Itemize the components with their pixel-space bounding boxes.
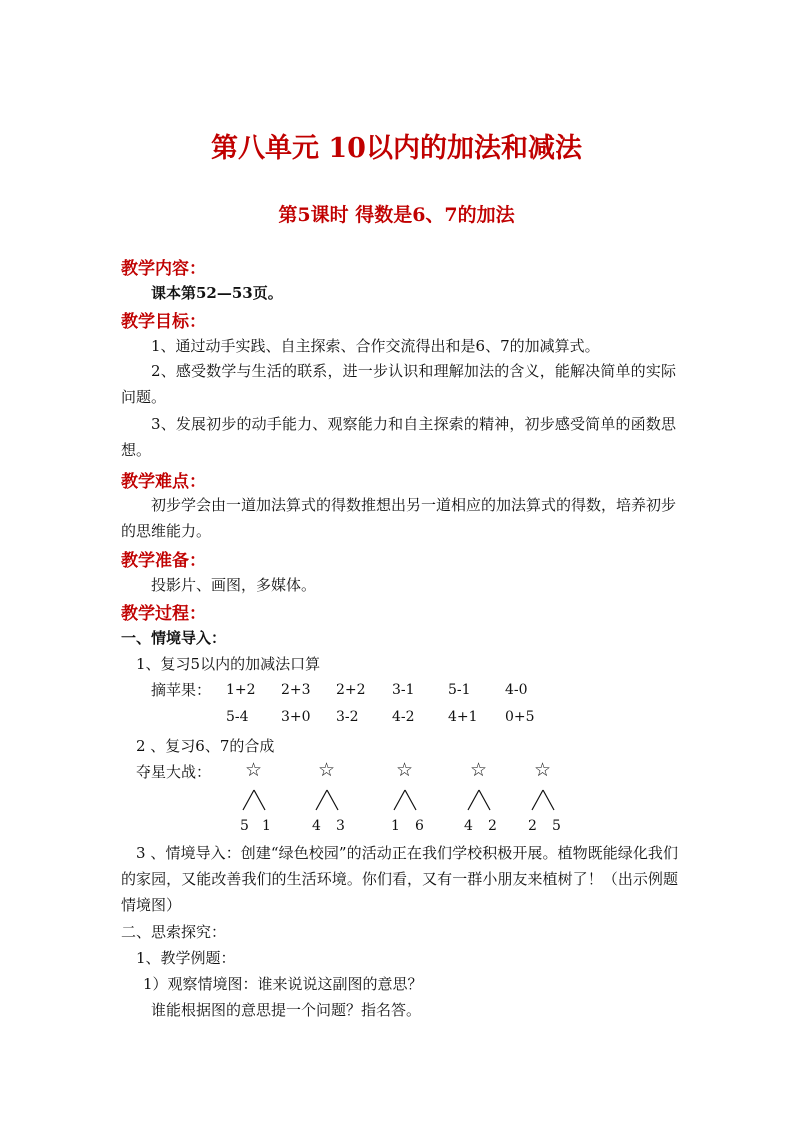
process-heading: 教学过程： (121, 604, 206, 624)
pair-number: 1 (262, 818, 271, 834)
apples-label: 摘苹果： (151, 681, 212, 699)
part1-heading: 一、情境导入： (121, 629, 227, 647)
step1-text: 1）观察情境图：谁来说说这副图的意思？ (143, 975, 423, 993)
goal-1: 1、通过动手实践、自主探索、合作交流得出和是6、7的加减算式。 (151, 337, 600, 355)
calc-cell: 1+2 (226, 682, 256, 698)
calc-cell: 3-2 (336, 709, 359, 725)
content-heading: 教学内容： (121, 259, 206, 279)
calc-cell: 2+2 (336, 682, 366, 698)
part2-heading: 二、思索探究： (121, 923, 227, 941)
page-title: 第八单元 10以内的加法和减法 (211, 133, 582, 164)
calc-cell: 3-1 (392, 682, 415, 698)
teach1-text: 1、教学例题： (136, 949, 236, 967)
pair-number: 2 (488, 818, 497, 834)
pair-number: 3 (336, 818, 345, 834)
calc-cell: 4-2 (392, 709, 415, 725)
prep-heading: 教学准备： (121, 551, 206, 571)
pair-number: 5 (240, 818, 249, 834)
star-icon: ☆ (534, 759, 552, 781)
content-text: 课本第52—53页。 (151, 284, 283, 302)
calc-cell: 4+1 (448, 709, 478, 725)
pair-number: 4 (464, 818, 473, 834)
goal-3: 3、发展初步的动手能力、观察能力和自主探索的精神，初步感受简单的函数思想。 (121, 415, 676, 459)
star-icon: ☆ (245, 759, 263, 781)
goals-heading: 教学目标： (121, 312, 206, 332)
lesson-subtitle: 第5课时 得数是6、7的加法 (278, 204, 515, 226)
calc-cell: 5-1 (448, 682, 471, 698)
pair-number: 2 (528, 818, 537, 834)
star-icon: ☆ (318, 759, 336, 781)
review2-text: 2 、复习6、7的合成 (136, 737, 275, 755)
calc-cell: 2+3 (281, 682, 311, 698)
prep-text: 投影片、画图，多媒体。 (151, 576, 317, 594)
goal-2: 2、感受数学与生活的联系，进一步认识和理解加法的含义，能解决简单的实际问题。 (121, 362, 676, 406)
star-icon: ☆ (396, 759, 414, 781)
calc-cell: 5-4 (226, 709, 249, 725)
difficulty-text: 初步学会由一道加法算式的得数推想出另一道相应的加法算式的得数，培养初步的思维能力。 (121, 496, 677, 540)
pair-number: 6 (415, 818, 424, 834)
stars-label: 夺星大战： (136, 763, 212, 781)
intro3-text: 3 、情境导入：创建“绿色校园”的活动正在我们学校积极开展。植物既能绿化我们的家园，又能改善我们的生活环境。你们看，又有一群小朋友来植树了！（出示例题情境图） (121, 844, 678, 914)
pair-number: 4 (312, 818, 321, 834)
pair-number: 1 (391, 818, 400, 834)
difficulty-heading: 教学难点： (121, 472, 206, 492)
calc-cell: 3+0 (281, 709, 311, 725)
calc-cell: 4-0 (505, 682, 528, 698)
pair-number: 5 (552, 818, 561, 834)
star-icon: ☆ (470, 759, 488, 781)
review1-text: 1、复习5以内的加减法口算 (136, 655, 321, 673)
step1b-text: 谁能根据图的意思提一个问题？指名答。 (151, 1001, 422, 1019)
calc-cell: 0+5 (505, 709, 535, 725)
